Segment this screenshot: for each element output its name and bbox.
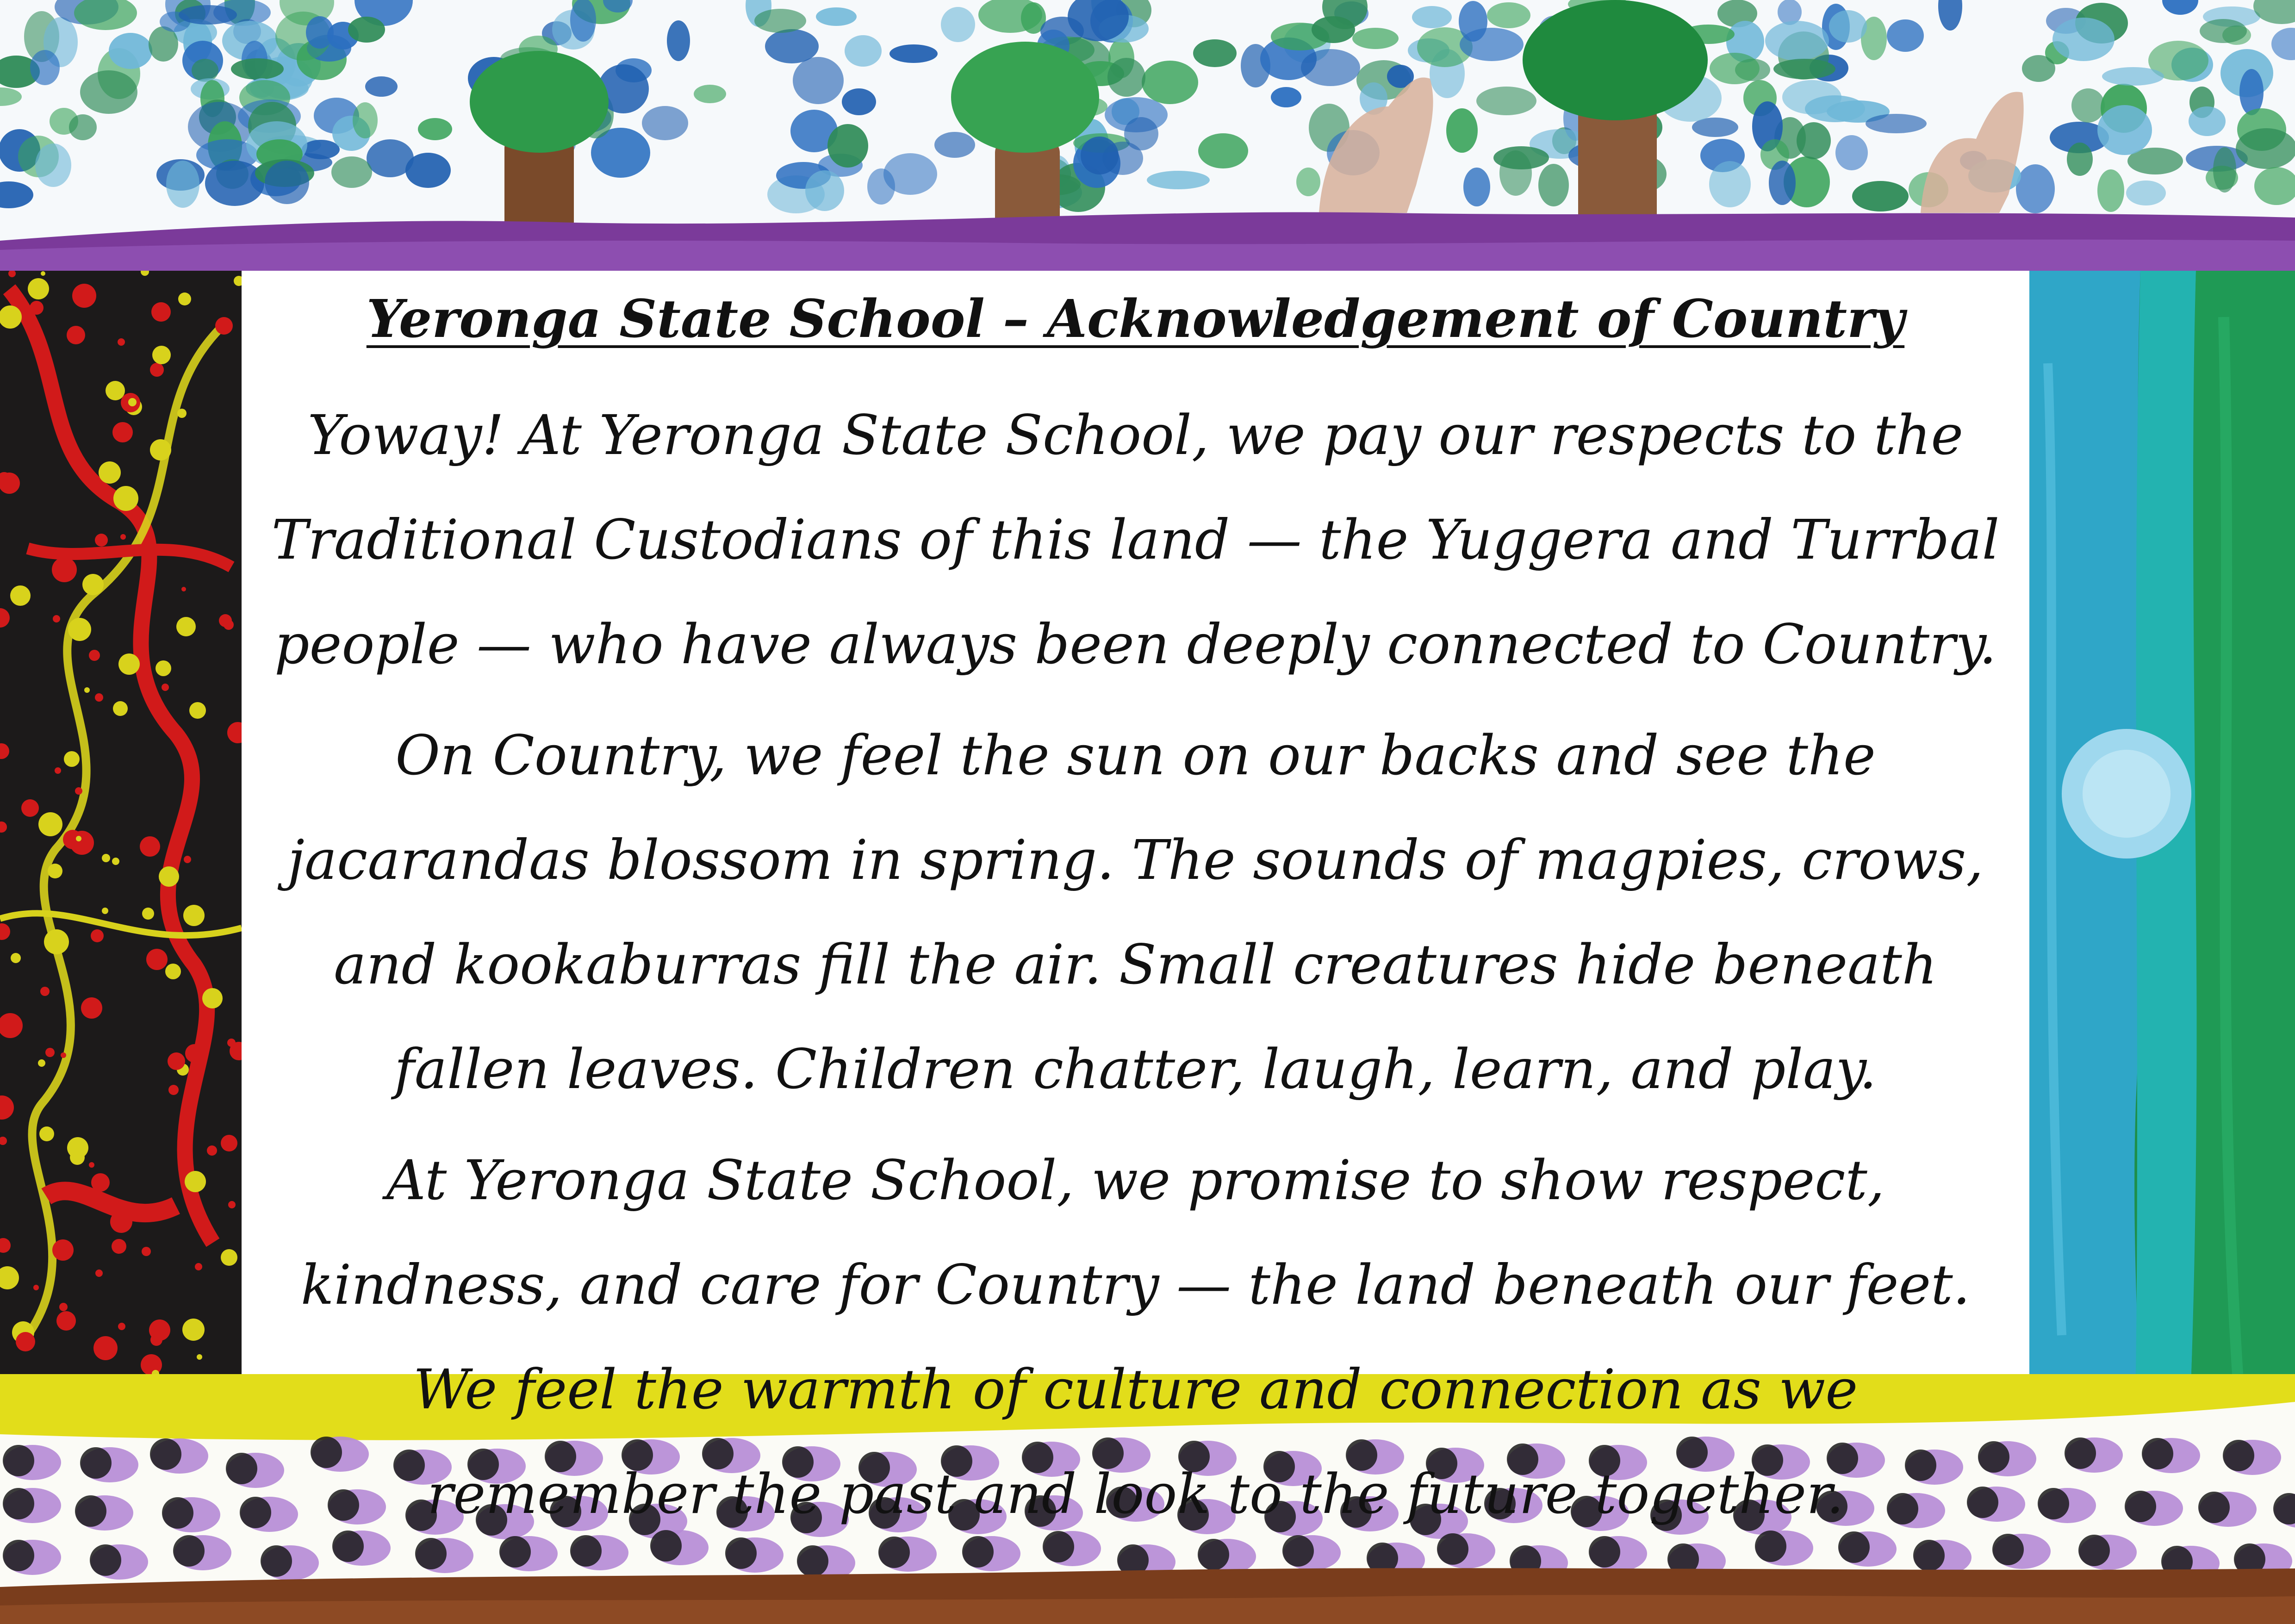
- document-title: [242, 285, 2029, 354]
- paragraph-2: On Country, we feel the sun on our backs and see the jacarandas blossom in spring. The sounds of magpies, crows, and kookaburras fill the air. Small creatures hide beneath fallen leaves. Children chatter, laugh, learn, and play.: [287, 723, 1984, 1101]
- right-artwork-stripes: [2029, 271, 2295, 1374]
- paragraph-3: At Yeronga State School, we promise to show respect, kindness, and care for Country — the land beneath our feet. We feel the warmth of culture and connection as we remember the past and look to the future together.: [300, 1148, 1971, 1526]
- top-artwork-trees: [0, 0, 2295, 271]
- left-artwork-splatter: [0, 271, 242, 1374]
- document-title-text: Yeronga State School – Acknowledgement of Country: [366, 289, 1905, 349]
- paragraph-1: Yoway! At Yeronga State School, we pay our respects to the Traditional Custodians of this land — the Yuggera and Turrbal people — who have always been deeply connected to Country.: [271, 403, 2000, 676]
- acknowledgement-panel: [242, 271, 2029, 1526]
